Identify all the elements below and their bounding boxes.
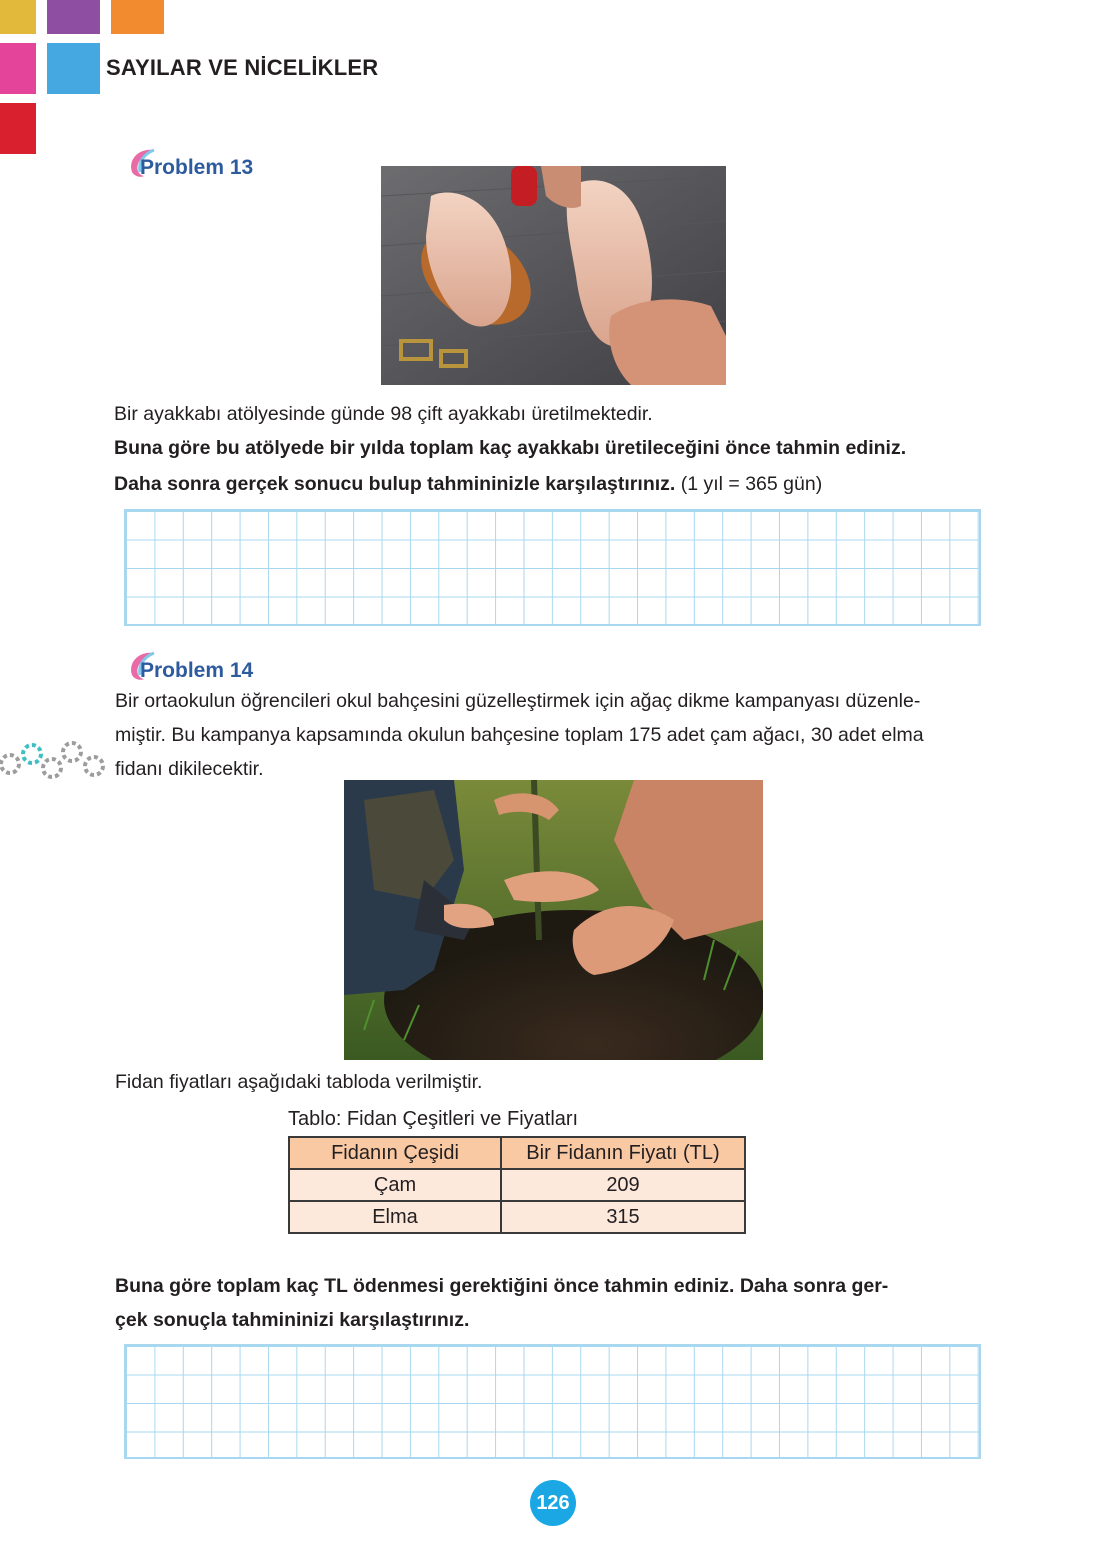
answer-grid-13[interactable] — [124, 509, 981, 626]
problem-13-badge — [140, 150, 253, 186]
problem-14-intro-2: miştir. Bu kampanya kapsamında okulun bahçesine toplam 175 adet çam ağacı, 30 adet elma — [115, 724, 924, 746]
problem-14-label: Problem 14 — [140, 659, 254, 682]
answer-grid-14[interactable] — [124, 1344, 981, 1459]
problem-13-label: Problem 13 — [140, 156, 254, 179]
corner-square-purple — [47, 0, 100, 34]
problem-14-intro-1: Bir ortaokulun öğrencileri okul bahçesini güzelleştirmek için ağaç dikme kampanyası düzenle- — [115, 690, 921, 712]
corner-square-pink — [0, 43, 36, 94]
gears-icon — [0, 738, 110, 784]
table-cell: 209 — [501, 1169, 745, 1201]
problem-13-note: (1 yıl = 365 gün) — [675, 473, 823, 495]
table-row — [289, 1201, 745, 1233]
corner-square-orange — [111, 0, 164, 34]
problem-13-text-1: Bir ayakkabı atölyesinde günde 98 çift ayakkabı üretilmektedir. — [114, 403, 653, 425]
tree-planting-photo — [344, 780, 763, 1060]
shoe-lasts-photo — [381, 166, 726, 385]
problem-14-question-1 — [115, 1269, 888, 1304]
page-number: 126 — [530, 1480, 576, 1526]
problem-14-intro-3: fidanı dikilecektir. — [115, 758, 264, 780]
corner-square-yellow — [0, 0, 36, 34]
table-header-cell: Fidanın Çeşidi — [289, 1137, 501, 1169]
chapter-title: SAYILAR VE NİCELİKLER — [106, 55, 379, 80]
problem-13-question-2: Daha sonra gerçek sonucu bulup tahmininizle karşılaştırınız. — [114, 473, 676, 495]
table-caption: Tablo: Fidan Çeşitleri ve Fiyatları — [288, 1108, 579, 1130]
table-header-cell: Bir Fidanın Fiyatı (TL) — [501, 1137, 745, 1169]
problem-13-text-2 — [114, 431, 906, 466]
table-cell: Elma — [289, 1201, 501, 1233]
table-intro: Fidan fiyatları aşağıdaki tabloda verilmiştir. — [115, 1071, 483, 1093]
prices-table — [288, 1136, 746, 1234]
table-row — [289, 1169, 745, 1201]
table-header-row — [289, 1137, 745, 1169]
problem-14-question-2 — [115, 1303, 469, 1338]
problem-13-text-3 — [114, 467, 822, 502]
problem-14-question-line-1: Buna göre toplam kaç TL ödenmesi gerektiğini önce tahmin ediniz. Daha sonra ger- — [115, 1275, 889, 1297]
table-cell: Çam — [289, 1169, 501, 1201]
problem-14-question-line-2: çek sonuçla tahmininizi karşılaştırınız. — [115, 1309, 470, 1331]
table-cell: 315 — [501, 1201, 745, 1233]
corner-square-blue — [47, 43, 100, 94]
problem-13-question-1: Buna göre bu atölyede bir yılda toplam kaç ayakkabı üretileceğini önce tahmin ediniz. — [114, 437, 907, 459]
corner-square-red — [0, 103, 36, 154]
